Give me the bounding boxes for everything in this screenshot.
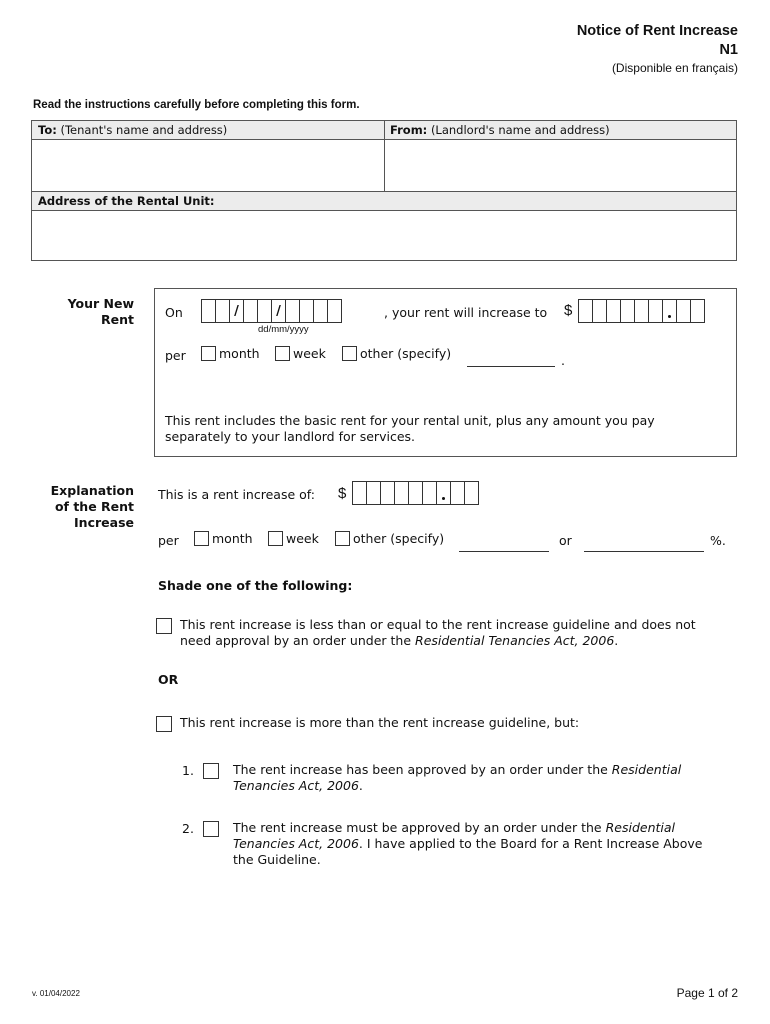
new-rent-label-line1: Your New: [67, 296, 134, 311]
amount-digit-box[interactable]: [648, 299, 663, 323]
increase-week-checkbox[interactable]: [268, 531, 283, 546]
instructions-text: Read the instructions carefully before completing this form.: [33, 99, 360, 111]
increase-other-specify-field[interactable]: [459, 550, 549, 552]
amount-digit-box[interactable]: [690, 299, 705, 323]
date-separator: /: [271, 299, 286, 323]
sub-option-1-number: 1.: [182, 763, 194, 778]
increase-amount-field[interactable]: [352, 481, 479, 505]
date-digit-box[interactable]: [243, 299, 258, 323]
increase-other-label: other (specify): [353, 531, 445, 546]
approved-order-prefix: The rent increase has been approved by an order under the: [233, 762, 608, 777]
date-digit-box[interactable]: [299, 299, 314, 323]
amount-digit-box[interactable]: [620, 299, 635, 323]
week-option-label: week: [293, 346, 326, 361]
month-checkbox[interactable]: [201, 346, 216, 361]
applied-to-board-suffix: . I have applied to the Board for a Rent Increase Above the Guideline.: [233, 836, 703, 867]
other-checkbox[interactable]: [342, 346, 357, 361]
date-digit-box[interactable]: [285, 299, 300, 323]
within-guideline-suffix: .: [614, 633, 619, 648]
approved-order-checkbox[interactable]: [203, 763, 219, 779]
amount-digit-box[interactable]: [422, 481, 437, 505]
date-digit-box[interactable]: [201, 299, 216, 323]
week-checkbox[interactable]: [275, 346, 290, 361]
rental-unit-address-field[interactable]: [32, 211, 736, 260]
rental-unit-header: [32, 191, 736, 211]
new-rent-section-label: [24, 296, 134, 328]
act-name: Residential Tenancies Act, 2006: [415, 633, 615, 648]
from-header: [384, 121, 736, 140]
applied-to-board-checkbox[interactable]: [203, 821, 219, 837]
from-label: From:: [390, 123, 428, 137]
on-label: On: [165, 305, 183, 320]
approved-order-suffix: .: [358, 778, 363, 793]
applied-to-board-prefix: The rent increase must be approved by an order under the: [233, 820, 602, 835]
increase-dollar-sign: $: [338, 485, 347, 502]
sub-option-2-number: 2.: [182, 821, 194, 836]
date-digit-box[interactable]: [215, 299, 230, 323]
amount-digit-box[interactable]: [408, 481, 423, 505]
act-name: Residential Tenancies Act, 2006: [233, 820, 676, 851]
other-option-label: other (specify): [360, 346, 452, 361]
form-version: v. 01/04/2022: [32, 989, 80, 998]
percent-sign: %.: [710, 533, 726, 548]
new-rent-dollar-sign: $: [564, 302, 573, 319]
above-guideline-text: This rent increase is more than the rent increase guideline, but:: [180, 715, 580, 730]
new-rent-box: [154, 288, 737, 457]
within-guideline-prefix: This rent increase is less than or equal to the rent increase guideline and does not need approval by an order under the: [180, 617, 696, 648]
per-label: per: [165, 348, 186, 363]
effective-date-field[interactable]: [201, 299, 342, 323]
amount-digit-box[interactable]: [366, 481, 381, 505]
increase-to-text: , your rent will increase to: [384, 305, 548, 320]
percentage-field[interactable]: [584, 550, 704, 552]
increase-month-label: month: [212, 531, 253, 546]
above-guideline-checkbox[interactable]: [156, 716, 172, 732]
amount-digit-box[interactable]: [352, 481, 367, 505]
month-option-label: month: [219, 346, 260, 361]
amount-digit-box[interactable]: [634, 299, 649, 323]
or-label: or: [559, 533, 572, 548]
amount-digit-box[interactable]: [464, 481, 479, 505]
increase-month-checkbox[interactable]: [194, 531, 209, 546]
amount-digit-box[interactable]: [592, 299, 607, 323]
form-title: [577, 22, 738, 60]
explanation-label-line3: Increase: [74, 515, 134, 530]
increase-of-text: This is a rent increase of:: [158, 487, 315, 502]
date-digit-box[interactable]: [327, 299, 342, 323]
date-format-hint: dd/mm/yyyy: [258, 324, 309, 335]
within-guideline-text: [180, 617, 720, 649]
amount-digit-box[interactable]: [606, 299, 621, 323]
to-header: [32, 121, 384, 140]
explanation-label-line2: of the Rent: [54, 499, 134, 514]
other-specify-field[interactable]: [467, 365, 555, 367]
tenant-name-address-field[interactable]: [32, 140, 384, 191]
shade-heading: Shade one of the following:: [158, 578, 353, 593]
increase-per-label: per: [158, 533, 179, 548]
amount-digit-box[interactable]: [394, 481, 409, 505]
new-rent-amount-field[interactable]: [578, 299, 705, 323]
landlord-name-address-field[interactable]: [385, 140, 736, 191]
form-code: N1: [719, 42, 738, 58]
explanation-label-line1: Explanation: [50, 483, 134, 498]
increase-week-label: week: [286, 531, 319, 546]
page-number: Page 1 of 2: [676, 986, 738, 1000]
within-guideline-checkbox[interactable]: [156, 618, 172, 634]
form-title-line1: Notice of Rent Increase: [576, 23, 738, 39]
or-separator: OR: [158, 672, 179, 687]
new-rent-note: This rent includes the basic rent for your rental unit, plus any amount you pay separately to your landlord for services.: [165, 413, 655, 444]
explanation-section-label: [24, 483, 134, 531]
approved-order-text: [233, 762, 723, 794]
amount-digit-box[interactable]: [578, 299, 593, 323]
date-digit-box[interactable]: [313, 299, 328, 323]
amount-digit-box[interactable]: [450, 481, 465, 505]
decimal-point: [436, 481, 451, 505]
to-label: To:: [38, 123, 57, 137]
rental-unit-label: Address of the Rental Unit:: [38, 194, 215, 208]
amount-digit-box[interactable]: [676, 299, 691, 323]
to-hint: (Tenant's name and address): [60, 123, 228, 137]
amount-digit-box[interactable]: [380, 481, 395, 505]
act-name: Residential Tenancies Act, 2006: [233, 762, 682, 793]
french-availability-note: (Disponible en français): [611, 61, 738, 75]
parties-table: [31, 120, 737, 261]
period-end: .: [561, 353, 565, 368]
applied-to-board-text: [233, 820, 723, 868]
date-digit-box[interactable]: [257, 299, 272, 323]
from-hint: (Landlord's name and address): [430, 123, 610, 137]
increase-other-checkbox[interactable]: [335, 531, 350, 546]
new-rent-label-line2: Rent: [101, 312, 134, 327]
date-separator: /: [229, 299, 244, 323]
decimal-point: [662, 299, 677, 323]
